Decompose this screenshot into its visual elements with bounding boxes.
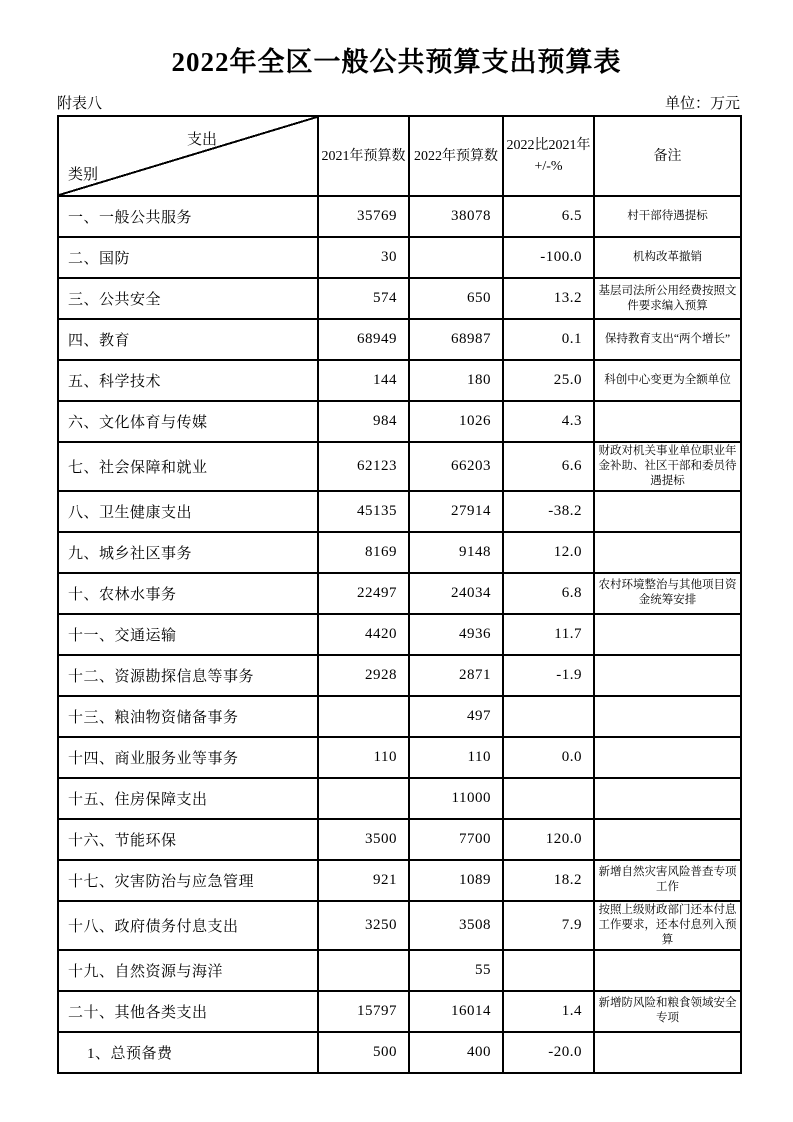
budget-2021-cell: 144 <box>318 360 409 401</box>
budget-2021-cell: 3250 <box>318 901 409 950</box>
budget-2021-cell <box>318 778 409 819</box>
percent-change-cell: 18.2 <box>503 860 594 901</box>
percent-change-cell: 11.7 <box>503 614 594 655</box>
category-cell: 三、公共安全 <box>58 278 318 319</box>
percent-change-cell: 6.6 <box>503 442 594 491</box>
remark-cell: 新增防风险和粮食领域安全专项 <box>594 991 741 1032</box>
category-cell: 十四、商业服务业等事务 <box>58 737 318 778</box>
category-cell: 九、城乡社区事务 <box>58 532 318 573</box>
percent-change-cell: -20.0 <box>503 1032 594 1073</box>
budget-2021-cell: 30 <box>318 237 409 278</box>
budget-2022-cell: 180 <box>409 360 503 401</box>
budget-2022-cell: 1026 <box>409 401 503 442</box>
remark-cell: 村干部待遇提标 <box>594 196 741 237</box>
remark-cell <box>594 532 741 573</box>
category-cell: 十五、住房保障支出 <box>58 778 318 819</box>
budget-2021-cell: 110 <box>318 737 409 778</box>
percent-change-cell: -38.2 <box>503 491 594 532</box>
budget-2022-cell: 7700 <box>409 819 503 860</box>
category-cell: 十八、政府债务付息支出 <box>58 901 318 950</box>
remark-cell: 按照上级财政部门还本付息工作要求，还本付息列入预算 <box>594 901 741 950</box>
corner-label-expenditure: 支出 <box>187 132 218 148</box>
remark-cell: 新增自然灾害风险普查专项工作 <box>594 860 741 901</box>
table-row <box>58 860 741 901</box>
percent-change-cell: 6.8 <box>503 573 594 614</box>
budget-2022-cell: 650 <box>409 278 503 319</box>
category-cell: 十九、自然资源与海洋 <box>58 950 318 991</box>
budget-2021-cell: 984 <box>318 401 409 442</box>
percent-change-cell: 1.4 <box>503 991 594 1032</box>
category-cell: 十二、资源勘探信息等事务 <box>58 655 318 696</box>
remark-cell <box>594 491 741 532</box>
remark-cell <box>594 401 741 442</box>
budget-2021-cell: 2928 <box>318 655 409 696</box>
remark-cell <box>594 950 741 991</box>
budget-2022-cell: 16014 <box>409 991 503 1032</box>
table-row <box>58 950 741 991</box>
table-row <box>58 655 741 696</box>
table-row <box>58 819 741 860</box>
budget-2022-cell: 110 <box>409 737 503 778</box>
percent-change-cell: -100.0 <box>503 237 594 278</box>
category-cell: 八、卫生健康支出 <box>58 491 318 532</box>
budget-2021-cell <box>318 696 409 737</box>
remark-cell <box>594 778 741 819</box>
percent-change-cell: 25.0 <box>503 360 594 401</box>
percent-change-cell: -1.9 <box>503 655 594 696</box>
budget-2022-cell: 9148 <box>409 532 503 573</box>
header-row <box>58 116 741 196</box>
remark-cell: 保持教育支出“两个增长” <box>594 319 741 360</box>
table-row <box>58 696 741 737</box>
table-header <box>58 116 741 196</box>
remark-cell: 基层司法所公用经费按照文件要求编入预算 <box>594 278 741 319</box>
category-cell: 十七、灾害防治与应急管理 <box>58 860 318 901</box>
category-cell: 七、社会保障和就业 <box>58 442 318 491</box>
remark-cell <box>594 614 741 655</box>
table-row <box>58 442 741 491</box>
table-row <box>58 1032 741 1073</box>
category-cell: 四、教育 <box>58 319 318 360</box>
remark-cell <box>594 1032 741 1073</box>
diagonal-corner-cell <box>58 116 318 196</box>
remark-cell <box>594 819 741 860</box>
budget-2022-cell: 66203 <box>409 442 503 491</box>
unit-label: 单位：万元 <box>664 96 740 112</box>
remark-cell: 财政对机关事业单位职业年金补助、社区干部和委员待遇提标 <box>594 442 741 491</box>
budget-2022-cell: 55 <box>409 950 503 991</box>
budget-2021-cell: 8169 <box>318 532 409 573</box>
table-row <box>58 360 741 401</box>
category-cell: 十三、粮油物资储备事务 <box>58 696 318 737</box>
budget-table <box>57 115 742 1074</box>
corner-label-category: 类别 <box>68 166 99 183</box>
budget-2022-cell: 68987 <box>409 319 503 360</box>
budget-2022-cell: 38078 <box>409 196 503 237</box>
category-cell: 二十、其他各类支出 <box>58 991 318 1032</box>
table-row <box>58 401 741 442</box>
budget-2021-cell: 35769 <box>318 196 409 237</box>
remark-cell: 机构改革撤销 <box>594 237 741 278</box>
category-cell: 五、科学技术 <box>58 360 318 401</box>
page-title: 2022年全区一般公共预算支出预算表 <box>171 47 622 77</box>
budget-2021-cell: 68949 <box>318 319 409 360</box>
percent-change-cell: 0.1 <box>503 319 594 360</box>
percent-change-cell <box>503 696 594 737</box>
col-header-budget-2022: 2022年预算数 <box>409 116 503 196</box>
percent-change-cell: 4.3 <box>503 401 594 442</box>
budget-2021-cell: 45135 <box>318 491 409 532</box>
col-header-percent-change: 2022比2021年+/-% <box>503 116 594 196</box>
budget-2022-cell: 4936 <box>409 614 503 655</box>
budget-2021-cell: 3500 <box>318 819 409 860</box>
table-row <box>58 278 741 319</box>
budget-2021-cell: 921 <box>318 860 409 901</box>
budget-2022-cell: 24034 <box>409 573 503 614</box>
category-cell: 六、文化体育与传媒 <box>58 401 318 442</box>
table-row <box>58 491 741 532</box>
remark-cell <box>594 655 741 696</box>
percent-change-cell: 120.0 <box>503 819 594 860</box>
budget-2021-cell <box>318 950 409 991</box>
remark-cell: 科创中心变更为全额单位 <box>594 360 741 401</box>
table-row <box>58 737 741 778</box>
remark-cell <box>594 737 741 778</box>
budget-2022-cell: 11000 <box>409 778 503 819</box>
budget-2021-cell: 62123 <box>318 442 409 491</box>
col-header-remarks: 备注 <box>594 116 741 196</box>
table-row <box>58 573 741 614</box>
category-cell: 十、农林水事务 <box>58 573 318 614</box>
table-row <box>58 196 741 237</box>
remark-cell: 农村环境整治与其他项目资金统筹安排 <box>594 573 741 614</box>
budget-2022-cell: 1089 <box>409 860 503 901</box>
category-cell: 二、国防 <box>58 237 318 278</box>
budget-2021-cell: 15797 <box>318 991 409 1032</box>
category-cell: 十一、交通运输 <box>58 614 318 655</box>
table-row <box>58 532 741 573</box>
budget-2022-cell: 400 <box>409 1032 503 1073</box>
table-row <box>58 901 741 950</box>
budget-2021-cell: 4420 <box>318 614 409 655</box>
budget-2022-cell: 3508 <box>409 901 503 950</box>
budget-2022-cell <box>409 237 503 278</box>
table-row <box>58 778 741 819</box>
budget-2022-cell: 27914 <box>409 491 503 532</box>
col-header-budget-2021: 2021年预算数 <box>318 116 409 196</box>
budget-2021-cell: 574 <box>318 278 409 319</box>
budget-2021-cell: 500 <box>318 1032 409 1073</box>
appendix-label: 附表八 <box>57 96 103 112</box>
percent-change-cell: 12.0 <box>503 532 594 573</box>
percent-change-cell: 7.9 <box>503 901 594 950</box>
percent-change-cell <box>503 778 594 819</box>
table-body <box>58 196 741 1073</box>
percent-change-cell <box>503 950 594 991</box>
percent-change-cell: 13.2 <box>503 278 594 319</box>
table-row <box>58 614 741 655</box>
remark-cell <box>594 696 741 737</box>
budget-2021-cell: 22497 <box>318 573 409 614</box>
subheader <box>57 92 740 113</box>
budget-2022-cell: 497 <box>409 696 503 737</box>
category-cell: 一、一般公共服务 <box>58 196 318 237</box>
percent-change-cell: 0.0 <box>503 737 594 778</box>
budget-2022-cell: 2871 <box>409 655 503 696</box>
category-cell: 十六、节能环保 <box>58 819 318 860</box>
table-row <box>58 991 741 1032</box>
category-cell: 1、总预备费 <box>58 1032 318 1073</box>
table-row <box>58 237 741 278</box>
percent-change-cell: 6.5 <box>503 196 594 237</box>
table-row <box>58 319 741 360</box>
